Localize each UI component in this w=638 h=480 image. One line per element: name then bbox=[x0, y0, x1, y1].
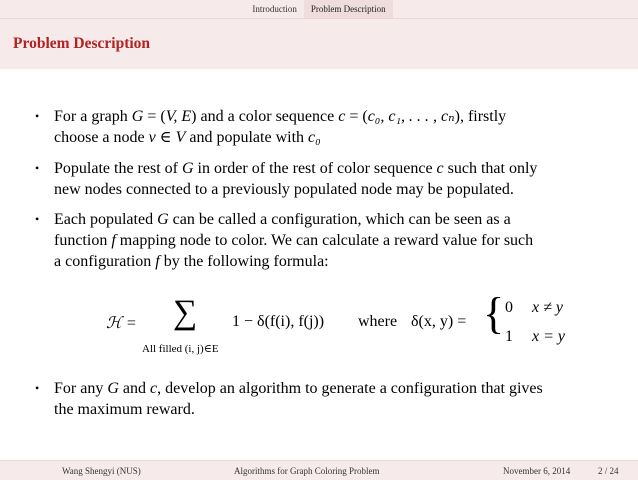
bullet-2-line-1: Populate the rest of G in order of the rest of color sequence c such that only bbox=[54, 160, 538, 177]
case-2-value: 1 bbox=[505, 328, 513, 345]
bullet-3-line-1: Each populated G can be called a configuration, which can be seen as a bbox=[54, 211, 511, 228]
bullet-dot: • bbox=[35, 109, 40, 123]
bullet-1-line-1: For a graph G = (V, E) and a color sequence c = (c₀, c₁, . . . , cₙ), firstly bbox=[54, 108, 507, 125]
slide-footer bbox=[0, 460, 638, 480]
delta-lhs: δ(x, y) = bbox=[411, 313, 467, 330]
bullet-dot: • bbox=[35, 212, 40, 226]
case-1-condition: x ≠ y bbox=[532, 299, 563, 316]
bullet-dot: • bbox=[35, 381, 40, 395]
reward-formula bbox=[0, 290, 638, 370]
summation-sign: ∑ bbox=[173, 294, 198, 331]
bullet-3-line-2: function f mapping node to color. We can calculate a reward value for such bbox=[54, 232, 534, 249]
bullet-dot: • bbox=[35, 161, 40, 175]
frame-title-bar bbox=[0, 19, 638, 69]
case-1-value: 0 bbox=[505, 299, 513, 316]
nav-introduction[interactable]: Introduction bbox=[252, 4, 297, 14]
footer-author: Wang Shengyi (NUS) bbox=[62, 466, 141, 476]
bullet-3-line-3: a configuration f by the following formula: bbox=[54, 253, 329, 270]
formula-lhs: ℋ = bbox=[106, 315, 137, 332]
section-navigation bbox=[0, 0, 638, 19]
summation-subscript: All filled (i, j)∈E bbox=[142, 343, 219, 355]
cases-brace: { bbox=[483, 289, 505, 338]
footer-date: November 6, 2014 bbox=[503, 466, 571, 476]
summation-term: 1 − δ(f(i), f(j)) bbox=[232, 313, 325, 330]
footer-title: Algorithms for Graph Coloring Problem bbox=[234, 466, 380, 476]
nav-problem-description[interactable]: Problem Description bbox=[304, 0, 393, 18]
frame-title: Problem Description bbox=[13, 35, 151, 52]
bullet-4-line-1: For any G and c, develop an algorithm to generate a configuration that gives bbox=[54, 380, 543, 397]
bullet-2-line-2: new nodes connected to a previously populated node may be populated. bbox=[54, 181, 514, 198]
bullet-1-line-2: choose a node v ∈ V and populate with c₀ bbox=[54, 129, 321, 146]
case-2-condition: x = y bbox=[532, 328, 565, 345]
bullet-4-line-2: the maximum reward. bbox=[54, 401, 195, 418]
footer-page-number: 2 / 24 bbox=[598, 466, 619, 476]
formula-where: where bbox=[358, 313, 398, 330]
